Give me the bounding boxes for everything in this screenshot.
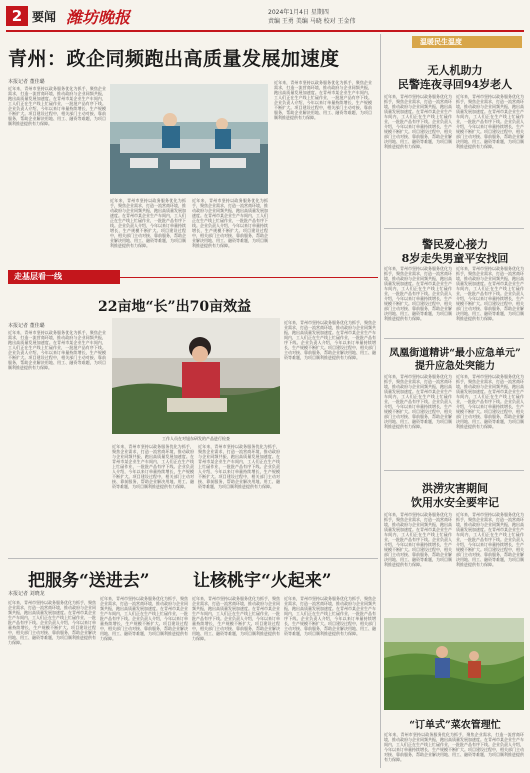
right-story3-headline-b: 提升应急处突能力	[415, 361, 495, 372]
right-story1-body-b: 近年来，青州市坚持以政务服务优化为抓手，聚焦企业需求，打造一流营商环境，推动政府与企业同频共振，跑出高质量发展加速度。在青州市某企业生产车间内，工人们正在生产线上忙碌作业，一批批产品有序下线。企业负责人介绍，今年以来订单量持续增长，生产规模不断扩大。项目建设过程中，相关部门主动对接、靠前服务，帮助企业解决用地、用工、融资等难题，为项目顺利推进提供有力保障。	[456, 94, 524, 149]
vegetable-farmer-photo	[384, 618, 524, 710]
right-story4-headline-a: 洪涝灾害期间	[422, 482, 488, 495]
story3-rule	[8, 558, 378, 559]
right-story4-body-a: 近年来，青州市坚持以政务服务优化为抓手，聚焦企业需求，打造一流营商环境，推动政府与企业同频共振，跑出高质量发展加速度。在青州市某企业生产车间内，工人们正在生产线上忙碌作业，一批批产品有序下线。企业负责人介绍，今年以来订单量持续增长，生产规模不断扩大。项目建设过程中，相关部门主动对接、靠前服务，帮助企业解决用地、用工、融资等难题，为项目顺利推进提供有力保障。	[384, 512, 452, 567]
worker-photo	[112, 318, 280, 434]
right-story3-body-b: 近年来，青州市坚持以政务服务优化为抓手，聚焦企业需求，打造一流营商环境，推动政府与企业同频共振，跑出高质量发展加速度。在青州市某企业生产车间内，工人们正在生产线上忙碌作业，一批批产品有序下线。企业负责人介绍，今年以来订单量持续增长，生产规模不断扩大。项目建设过程中，相关部门主动对接、靠前服务，帮助企业解决用地、用工、融资等难题，为项目顺利推进提供有力保障。	[456, 374, 524, 429]
story2-body-col2: 近年来，青州市坚持以政务服务优化为抓手，聚焦企业需求，打造一流营商环境，推动政府与企业同频共振，跑出高质量发展加速度。在青州市某企业生产车间内，工人们正在生产线上忙碌作业，一批批产品有序下线。企业负责人介绍，今年以来订单量持续增长，生产规模不断扩大。项目建设过程中，相关部门主动对接、靠前服务，帮助企业解决用地、用工、融资等难题，为项目顺利推进提供有力保障。	[112, 444, 194, 489]
lead-body-col4: 近年来，青州市坚持以政务服务优化为抓手，聚焦企业需求，打造一流营商环境，推动政府与企业同频共振，跑出高质量发展加速度。在青州市某企业生产车间内，工人们正在生产线上忙碌作业，一批批产品有序下线。企业负责人介绍，今年以来订单量持续增长，生产规模不断扩大。项目建设过程中，相关部门主动对接、靠前服务，帮助企业解决用地、用工、融资等难题，为项目顺利推进提供有力保障。	[274, 80, 372, 120]
right-story1-headline-b: 民警连夜寻回94岁老人	[397, 78, 513, 91]
right-story1-body-a: 近年来，青州市坚持以政务服务优化为抓手，聚焦企业需求，打造一流营商环境，推动政府与企业同频共振，跑出高质量发展加速度。在青州市某企业生产车间内，工人们正在生产线上忙碌作业，一批批产品有序下线。企业负责人介绍，今年以来订单量持续增长，生产规模不断扩大。项目建设过程中，相关部门主动对接、靠前服务，帮助企业解决用地、用工、融资等难题，为项目顺利推进提供有力保障。	[384, 94, 452, 149]
right-column-tag: 温暖民生温度	[412, 36, 522, 48]
story3-body-col4: 近年来，青州市坚持以政务服务优化为抓手，聚焦企业需求，打造一流营商环境，推动政府与企业同频共振，跑出高质量发展加速度。在青州市某企业生产车间内，工人们正在生产线上忙碌作业，一批批产品有序下线。企业负责人介绍，今年以来订单量持续增长，生产规模不断扩大。项目建设过程中，相关部门主动对接、靠前服务，帮助企业解决用地、用工、融资等难题，为项目顺利推进提供有力保障。	[284, 596, 376, 636]
right-rule-1	[384, 228, 524, 229]
story3-headline-right: 让核桃宇“火起来”	[193, 571, 332, 591]
right-story4-body-b: 近年来，青州市坚持以政务服务优化为抓手，聚焦企业需求，打造一流营商环境，推动政府与企业同频共振，跑出高质量发展加速度。在青州市某企业生产车间内，工人们正在生产线上忙碌作业，一批批产品有序下线。企业负责人介绍，今年以来订单量持续增长，生产规模不断扩大。项目建设过程中，相关部门主动对接、靠前服务，帮助企业解决用地、用工、融资等难题，为项目顺利推进提供有力保障。	[456, 512, 524, 567]
section-title: 要闻	[32, 10, 57, 24]
story2-headline: 22亩地“长”出70亩效益	[98, 299, 252, 315]
right-story2-headline-b: 8岁走失男童平安找回	[401, 252, 509, 265]
right-story3-body-a: 近年来，青州市坚持以政务服务优化为抓手，聚焦企业需求，打造一流营商环境，推动政府与企业同频共振，跑出高质量发展加速度。在青州市某企业生产车间内，工人们正在生产线上忙碌作业，一批批产品有序下线。企业负责人介绍，今年以来订单量持续增长，生产规模不断扩大。项目建设过程中，相关部门主动对接、靠前服务，帮助企业解决用地、用工、融资等难题，为项目顺利推进提供有力保障。	[384, 374, 452, 429]
story2-body-col3: 近年来，青州市坚持以政务服务优化为抓手，聚焦企业需求，打造一流营商环境，推动政府与企业同频共振，跑出高质量发展加速度。在青州市某企业生产车间内，工人们正在生产线上忙碌作业，一批批产品有序下线。企业负责人介绍，今年以来订单量持续增长，生产规模不断扩大。项目建设过程中，相关部门主动对接、靠前服务，帮助企业解决用地、用工、融资等难题，为项目顺利推进提供有力保障。	[198, 444, 280, 489]
story3-body-col3: 近年来，青州市坚持以政务服务优化为抓手，聚焦企业需求，打造一流营商环境，推动政府与企业同频共振，跑出高质量发展加速度。在青州市某企业生产车间内，工人们正在生产线上忙碌作业，一批批产品有序下线。企业负责人介绍，今年以来订单量持续增长，生产规模不断扩大。项目建设过程中，相关部门主动对接、靠前服务，帮助企业解决用地、用工、融资等难题，为项目顺利推进提供有力保障。	[192, 596, 280, 641]
masthead	[0, 0, 530, 30]
lead-body-col3: 近年来，青州市坚持以政务服务优化为抓手，聚焦企业需求，打造一流营商环境，推动政府与企业同频共振，跑出高质量发展加速度。在青州市某企业生产车间内，工人们正在生产线上忙碌作业，一批批产品有序下线。企业负责人介绍，今年以来订单量持续增长，生产规模不断扩大。项目建设过程中，相关部门主动对接、靠前服务，帮助企业解决用地、用工、融资等难题，为项目顺利推进提供有力保障。	[192, 198, 268, 248]
story3-body-col2: 近年来，青州市坚持以政务服务优化为抓手，聚焦企业需求，打造一流营商环境，推动政府与企业同频共振，跑出高质量发展加速度。在青州市某企业生产车间内，工人们正在生产线上忙碌作业，一批批产品有序下线。企业负责人介绍，今年以来订单量持续增长，生产规模不断扩大。项目建设过程中，相关部门主动对接、靠前服务，帮助企业解决用地、用工、融资等难题，为项目顺利推进提供有力保障。	[100, 596, 188, 641]
banner-rule	[120, 277, 378, 278]
story3-byline: 本报记者 刘晓龙	[8, 591, 45, 597]
edition-meta: 责编 王勇 美编 马晓 校对 王金伟	[268, 18, 356, 25]
right-story2-body-b: 近年来，青州市坚持以政务服务优化为抓手，聚焦企业需求，打造一流营商环境，推动政府与企业同频共振，跑出高质量发展加速度。在青州市某企业生产车间内，工人们正在生产线上忙碌作业，一批批产品有序下线。企业负责人介绍，今年以来订单量持续增长，生产规模不断扩大。项目建设过程中，相关部门主动对接、靠前服务，帮助企业解决用地、用工、融资等难题，为项目顺利推进提供有力保障。	[456, 266, 524, 321]
lead-headline: 青州：政企同频跑出高质量发展加速度	[8, 48, 340, 70]
lead-byline: 本报记者 董佳璐	[8, 79, 45, 85]
issue-weekday: 星期四	[310, 9, 329, 16]
lead-body-col1: 近年来，青州市坚持以政务服务优化为抓手，聚焦企业需求，打造一流营商环境，推动政府与企业同频共振，跑出高质量发展加速度。在青州市某企业生产车间内，工人们正在生产线上忙碌作业，一批批产品有序下线。企业负责人介绍，今年以来订单量持续增长，生产规模不断扩大。项目建设过程中，相关部门主动对接、靠前服务，帮助企业解决用地、用工、融资等难题，为项目顺利推进提供有力保障。	[8, 86, 106, 126]
right-story1-headline-a: 无人机助力	[427, 64, 483, 77]
right-rule-3	[384, 470, 524, 471]
dateline	[268, 7, 418, 25]
right-story5-headline: “订单式”菜农管理忙	[409, 720, 501, 731]
story2-body-col1: 近年来，青州市坚持以政务服务优化为抓手，聚焦企业需求，打造一流营商环境，推动政府与企业同频共振，跑出高质量发展加速度。在青州市某企业生产车间内，工人们正在生产线上忙碌作业，一批批产品有序下线。企业负责人介绍，今年以来订单量持续增长，生产规模不断扩大。项目建设过程中，相关部门主动对接、靠前服务，帮助企业解决用地、用工、融资等难题，为项目顺利推进提供有力保障。	[8, 330, 106, 370]
story2-byline: 本报记者 董佳璐	[8, 323, 45, 329]
feature-banner: 走基层看一线	[8, 270, 120, 284]
masthead-rule	[6, 30, 524, 32]
column-divider	[380, 34, 381, 768]
newspaper-logo: 潍坊晚报	[66, 8, 131, 27]
story2-body-col4: 近年来，青州市坚持以政务服务优化为抓手，聚焦企业需求，打造一流营商环境，推动政府与企业同频共振，跑出高质量发展加速度。在青州市某企业生产车间内，工人们正在生产线上忙碌作业，一批批产品有序下线。企业负责人介绍，今年以来订单量持续增长，生产规模不断扩大。项目建设过程中，相关部门主动对接、靠前服务，帮助企业解决用地、用工、融资等难题，为项目顺利推进提供有力保障。	[284, 320, 376, 360]
story2-photo-caption: 工作人员在对旭东研发的产品进行检查	[162, 436, 230, 441]
right-story2-body-a: 近年来，青州市坚持以政务服务优化为抓手，聚焦企业需求，打造一流营商环境，推动政府与企业同频共振，跑出高质量发展加速度。在青州市某企业生产车间内，工人们正在生产线上忙碌作业，一批批产品有序下线。企业负责人介绍，今年以来订单量持续增长，生产规模不断扩大。项目建设过程中，相关部门主动对接、靠前服务，帮助企业解决用地、用工、融资等难题，为项目顺利推进提供有力保障。	[384, 266, 452, 321]
page-number: 2	[6, 6, 28, 26]
lead-body-col2: 近年来，青州市坚持以政务服务优化为抓手，聚焦企业需求，打造一流营商环境，推动政府与企业同频共振，跑出高质量发展加速度。在青州市某企业生产车间内，工人们正在生产线上忙碌作业，一批批产品有序下线。企业负责人介绍，今年以来订单量持续增长，生产规模不断扩大。项目建设过程中，相关部门主动对接、靠前服务，帮助企业解决用地、用工、融资等难题，为项目顺利推进提供有力保障。	[110, 198, 186, 248]
right-story4-headline-b: 饮用水安全要牢记	[411, 496, 499, 509]
story3-headline-left: 把服务“送进去”	[28, 571, 150, 591]
right-rule-2	[384, 338, 524, 339]
right-story5-body: 近年来，青州市坚持以政务服务优化为抓手，聚焦企业需求，打造一流营商环境，推动政府与企业同频共振，跑出高质量发展加速度。在青州市某企业生产车间内，工人们正在生产线上忙碌作业，一批批产品有序下线。企业负责人介绍，今年以来订单量持续增长，生产规模不断扩大。项目建设过程中，相关部门主动对接、靠前服务，帮助企业解决用地、用工、融资等难题，为项目顺利推进提供有力保障。	[384, 732, 524, 762]
right-story3-headline-a: 凤凰街道精讲“最小应急单元”	[389, 348, 521, 359]
story3-body-col1: 近年来，青州市坚持以政务服务优化为抓手，聚焦企业需求，打造一流营商环境，推动政府与企业同频共振，跑出高质量发展加速度。在青州市某企业生产车间内，工人们正在生产线上忙碌作业，一批批产品有序下线。企业负责人介绍，今年以来订单量持续增长，生产规模不断扩大。项目建设过程中，相关部门主动对接、靠前服务，帮助企业解决用地、用工、融资等难题，为项目顺利推进提供有力保障。	[8, 600, 96, 645]
right-story2-headline-a: 警民爱心接力	[422, 238, 488, 251]
issue-date: 2024年1月4日	[268, 9, 309, 16]
factory-photo	[110, 84, 268, 194]
